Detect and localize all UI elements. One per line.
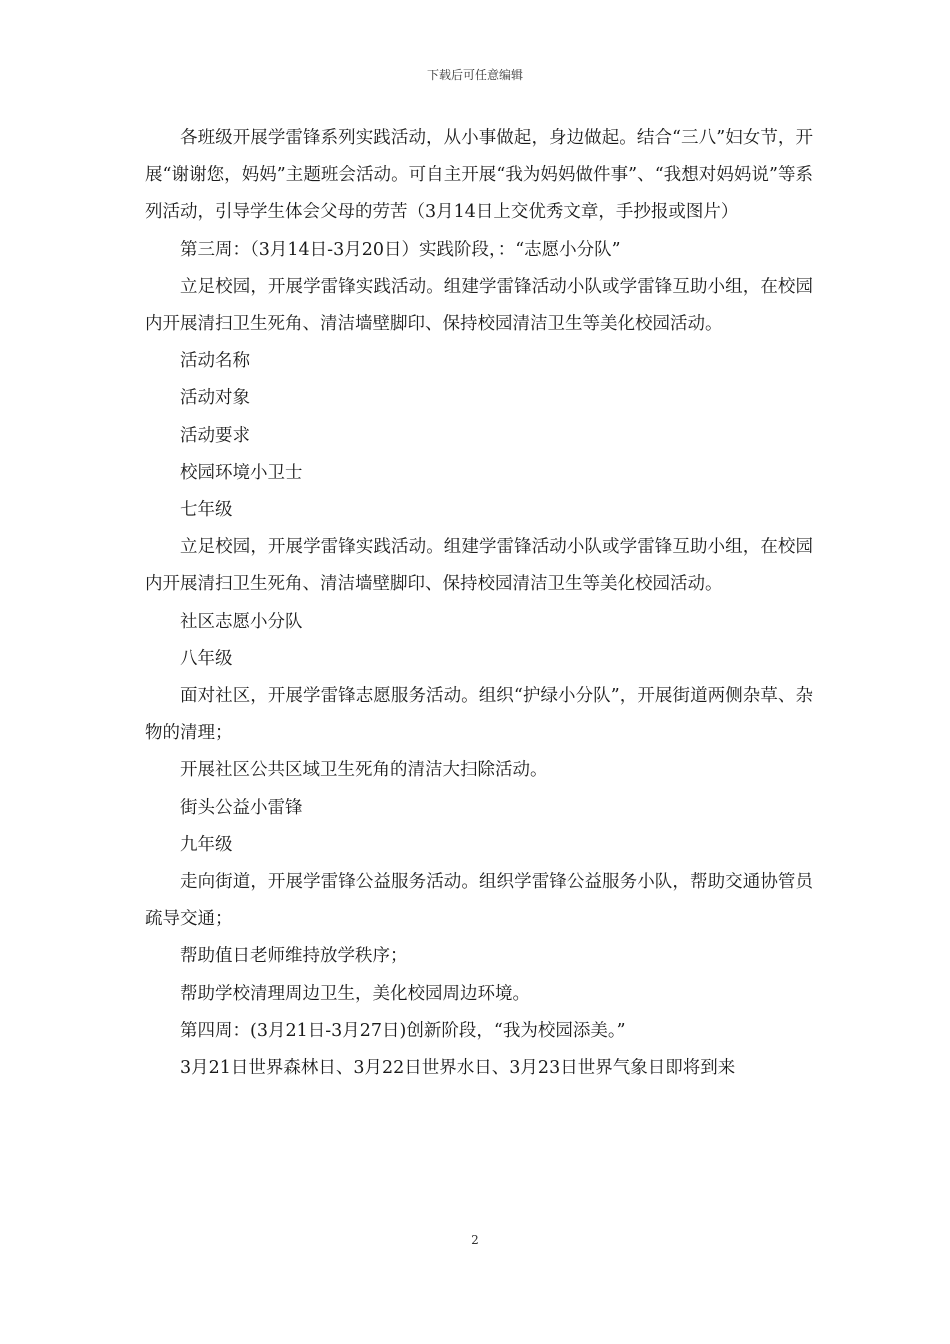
paragraph: 立足校园，开展学雷锋实践活动。组建学雷锋活动小队或学雷锋互助小组，在校园内开展清扫卫生死角、清洁墙壁脚印、保持校园清洁卫生等美化校园活动。 — [145, 537, 813, 595]
paragraph: 走向街道，开展学雷锋公益服务活动。组织学雷锋公益服务小队，帮助交通协管员疏导交通； — [145, 872, 813, 930]
paragraph: 街头公益小雷锋 — [180, 797, 303, 818]
paragraph: 帮助值日老师维持放学秩序； — [180, 946, 408, 967]
paragraph: 社区志愿小分队 — [180, 611, 303, 632]
paragraph: 第三周：（3月14日-3月20日）实践阶段，：“志愿小分队” — [180, 239, 621, 260]
paragraph: 面对社区，开展学雷锋志愿服务活动。组织“护绿小分队”，开展街道两侧杂草、杂物的清理； — [145, 686, 813, 744]
paragraph: 七年级 — [180, 500, 233, 521]
paragraph: 各班级开展学雷锋系列实践活动，从小事做起，身边做起。结合“三八”妇女节，开展“谢谢您，妈妈”主题班会活动。可自主开展“我为妈妈做件事”、“我想对妈妈说”等系列活动，引导学生体会父母的劳苦（3月14日上交优秀文章，手抄报或图片） — [145, 128, 813, 223]
paragraph: 第四周：(3月21日-3月27日)创新阶段，“我为校园添美。” — [180, 1020, 626, 1041]
paragraph: 活动对象 — [180, 388, 250, 409]
document-body — [145, 120, 813, 1087]
paragraph: 九年级 — [180, 834, 233, 855]
paragraph: 活动名称 — [180, 351, 250, 372]
paragraph: 3月21日世界森林日、3月22日世界水日、3月23日世界气象日即将到来 — [180, 1058, 736, 1079]
paragraph: 八年级 — [180, 648, 233, 669]
paragraph: 活动要求 — [180, 425, 250, 446]
page-number: 2 — [471, 1233, 479, 1247]
page-header: 下载后可任意编辑 — [426, 68, 523, 82]
paragraph: 帮助学校清理周边卫生，美化校园周边环境。 — [180, 983, 530, 1004]
paragraph: 立足校园，开展学雷锋实践活动。组建学雷锋活动小队或学雷锋互助小组，在校园内开展清扫卫生死角、清洁墙壁脚印、保持校园清洁卫生等美化校园活动。 — [145, 276, 813, 335]
paragraph: 校园环境小卫士 — [180, 462, 303, 483]
paragraph: 开展社区公共区域卫生死角的清洁大扫除活动。 — [180, 760, 548, 781]
